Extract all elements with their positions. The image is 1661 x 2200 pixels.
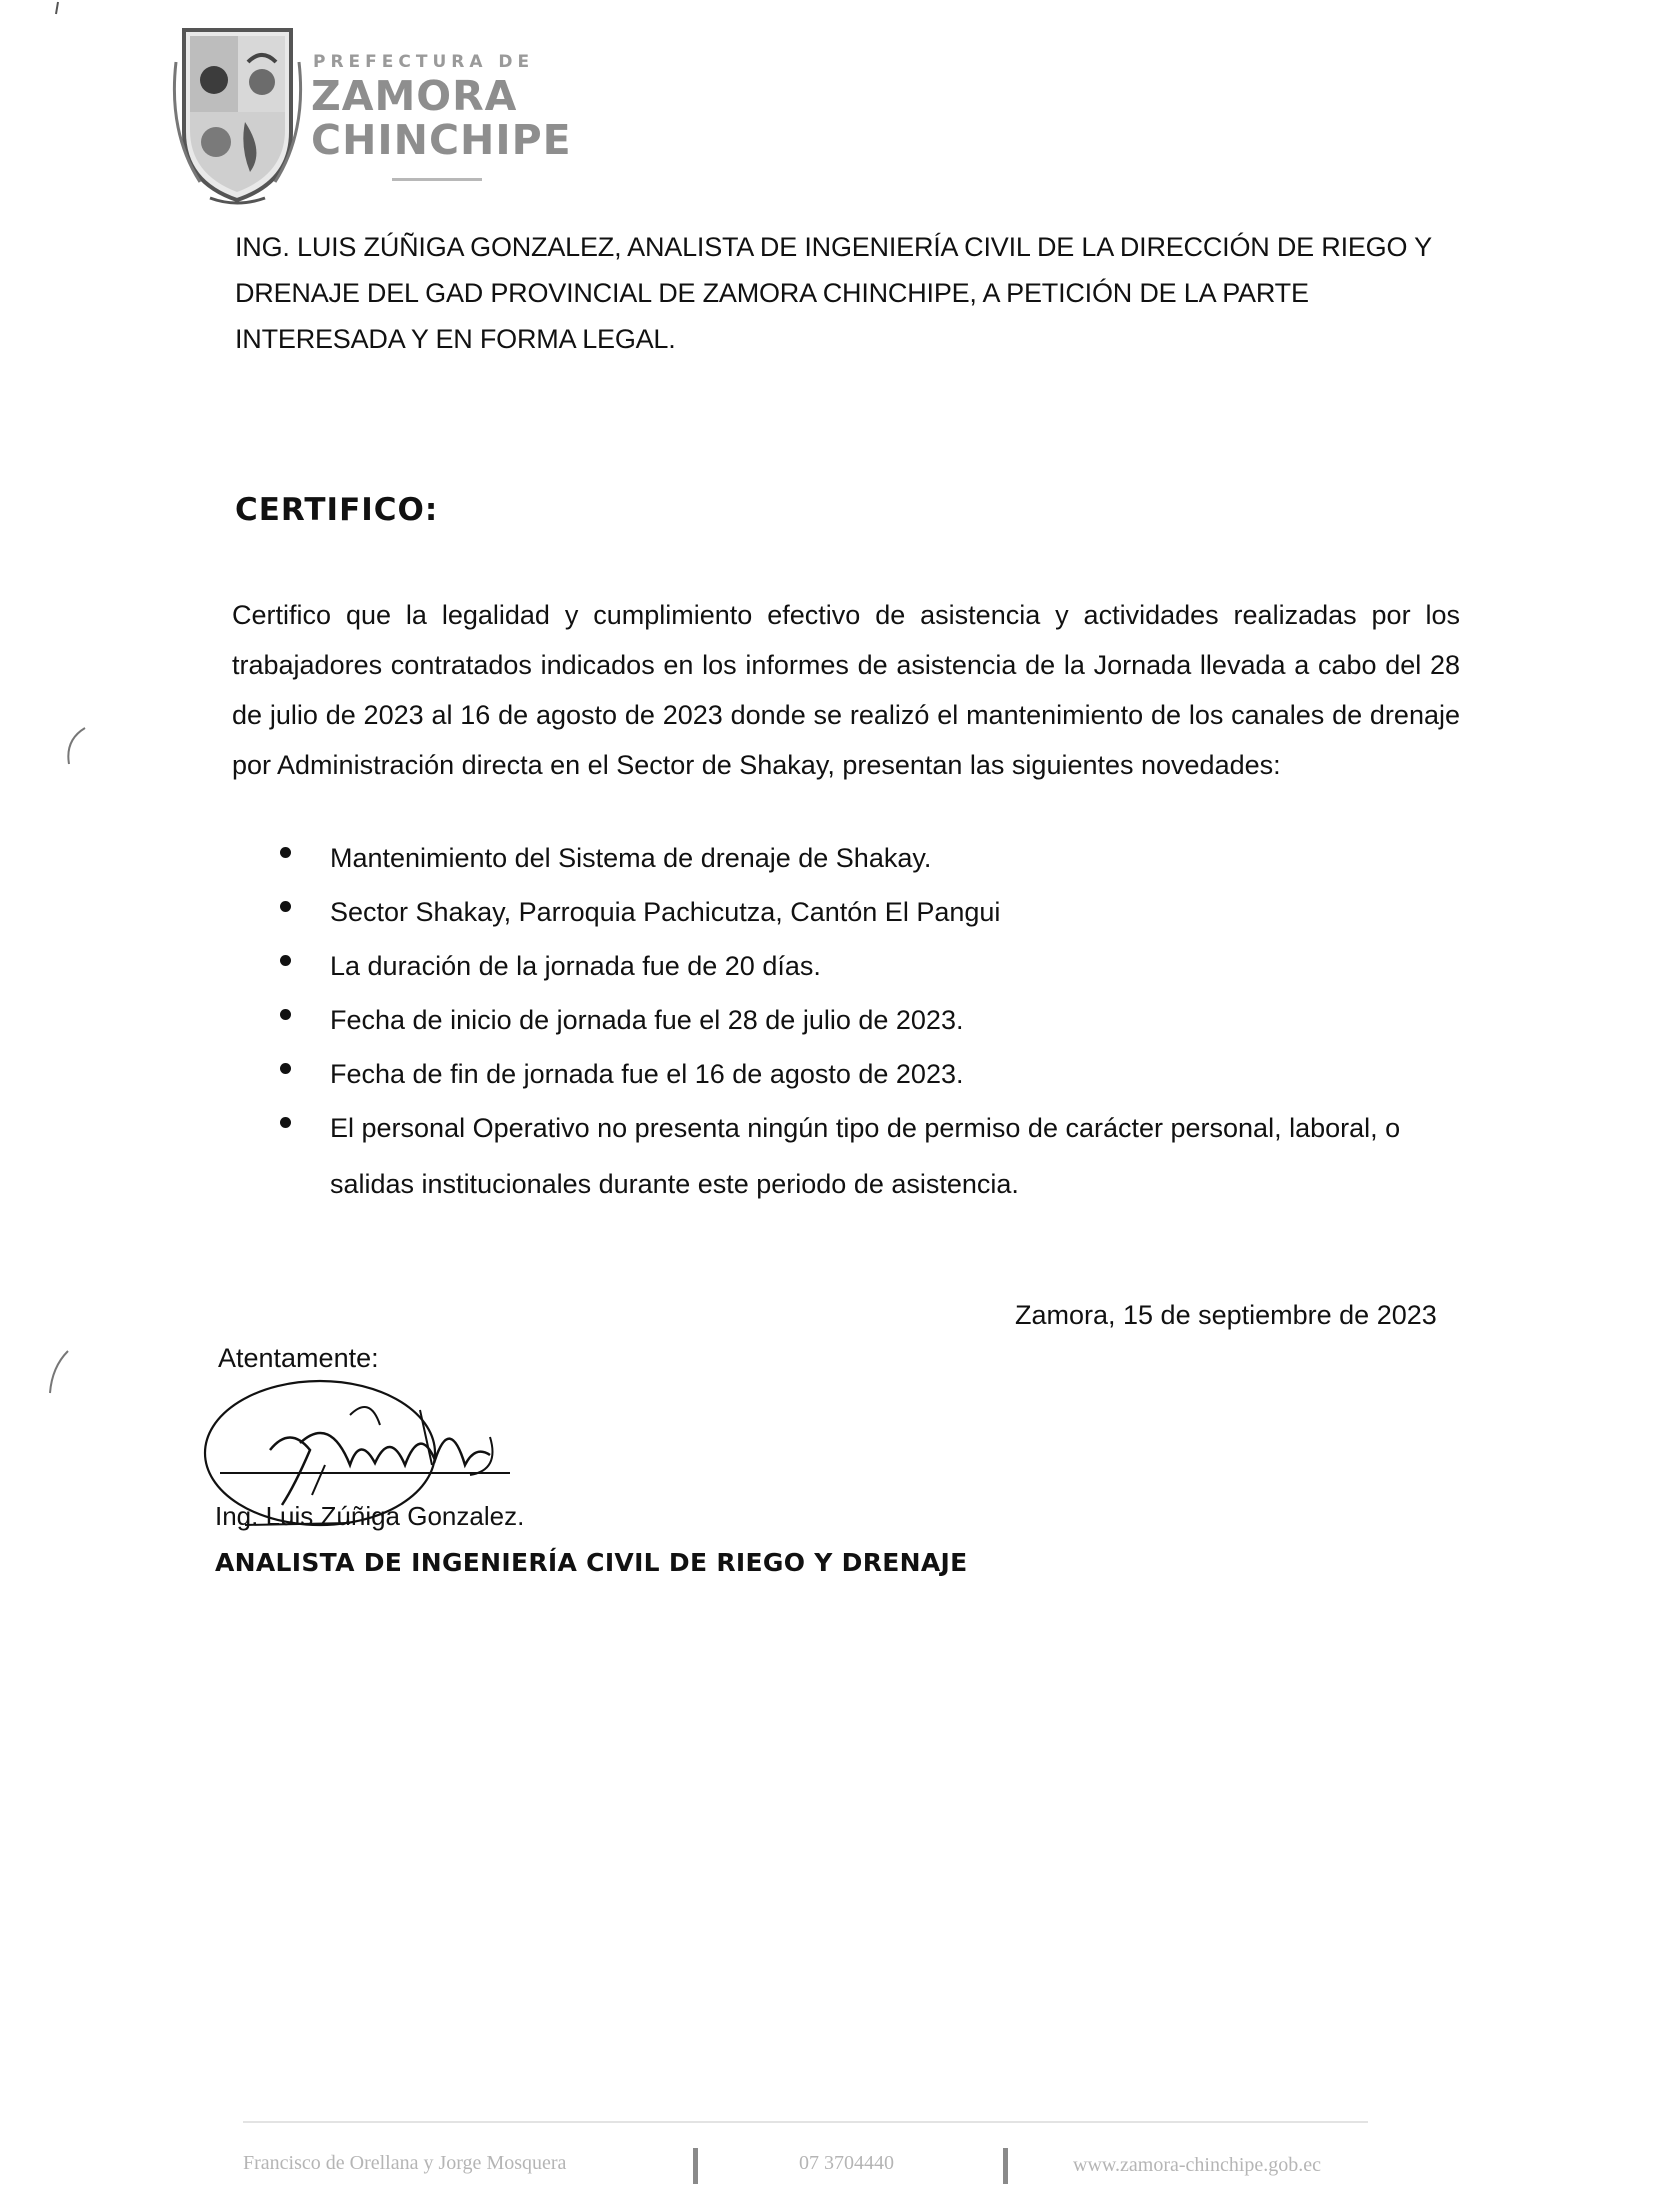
bullet-icon [280, 1063, 291, 1074]
closing-salutation: Atentamente: [218, 1343, 379, 1373]
organization-logo [170, 22, 572, 212]
bullet-icon [280, 1009, 291, 1020]
organization-prefix: PREFECTURA DE [313, 52, 535, 72]
scan-mark [55, 720, 95, 780]
list-item [270, 830, 1470, 886]
signer-name: Ing. Luis Zúñiga Gonzalez. [215, 1501, 525, 1531]
list-item [270, 1100, 1470, 1212]
organization-name-line2: CHINCHIPE [311, 116, 572, 164]
footer-address: Francisco de Orellana y Jorge Mosquera [243, 2152, 567, 2174]
list-item-text: Fecha de fin de jornada fue el 16 de agosto de 2023. [330, 1059, 964, 1089]
list-item [270, 992, 1470, 1048]
organization-name-line1: ZAMORA [311, 72, 518, 120]
scan-mark [40, 1345, 80, 1405]
list-item [270, 938, 1470, 994]
list-item [270, 1046, 1470, 1102]
list-item-text: Fecha de inicio de jornada fue el 28 de julio de 2023. [330, 1005, 964, 1035]
footer-divider [243, 2121, 1368, 2123]
coat-of-arms-icon [170, 22, 305, 207]
list-item-text: Sector Shakay, Parroquia Pachicutza, Cantón El Pangui [330, 897, 1001, 927]
certificate-heading: CERTIFICO: [235, 492, 439, 528]
footer [243, 2152, 1368, 2192]
footer-separator [1003, 2148, 1008, 2184]
footer-phone: 07 3704440 [799, 2152, 894, 2174]
footer-separator [693, 2148, 698, 2184]
bullet-icon [280, 1117, 291, 1128]
list-item-text: Mantenimiento del Sistema de drenaje de Shakay. [330, 843, 932, 873]
list-item-text: La duración de la jornada fue de 20 días. [330, 951, 821, 981]
footer-website: www.zamora-chinchipe.gob.ec [1073, 2154, 1322, 2176]
list-item [270, 884, 1470, 940]
document-date: Zamora, 15 de septiembre de 2023 [1015, 1300, 1437, 1330]
logo-underline [392, 178, 482, 181]
certificate-body: Certifico que la legalidad y cumplimiento efectivo de asistencia y actividades realizadas por los trabajadores contratados indicados en los informes de asistencia de la Jornada llevada a cabo del 28 de julio de 2023 al 16 de agosto de 2023 donde se realizó el mantenimiento de los canales de drenaje por Administración directa en el Sector de Shakay, presentan las siguientes novedades: [232, 600, 1460, 780]
signer-title: ANALISTA DE INGENIERÍA CIVIL DE RIEGO Y DRENAJE [215, 1548, 968, 1577]
bullet-icon [280, 847, 291, 858]
list-item-text: El personal Operativo no presenta ningún tipo de permiso de carácter personal, laboral, o salidas institucionales durante este periodo de asistencia. [330, 1113, 1401, 1199]
bullet-icon [280, 955, 291, 966]
novelties-list [270, 830, 1470, 1224]
scan-mark [44, 0, 84, 60]
bullet-icon [280, 901, 291, 912]
certifier-intro: ING. LUIS ZÚÑIGA GONZALEZ, ANALISTA DE INGENIERÍA CIVIL DE LA DIRECCIÓN DE RIEGO Y DRENAJE DEL GAD PROVINCIAL DE ZAMORA CHINCHIPE, A PETICIÓN DE LA PARTE INTERESADA Y EN FORMA LEGAL. [235, 232, 1432, 354]
